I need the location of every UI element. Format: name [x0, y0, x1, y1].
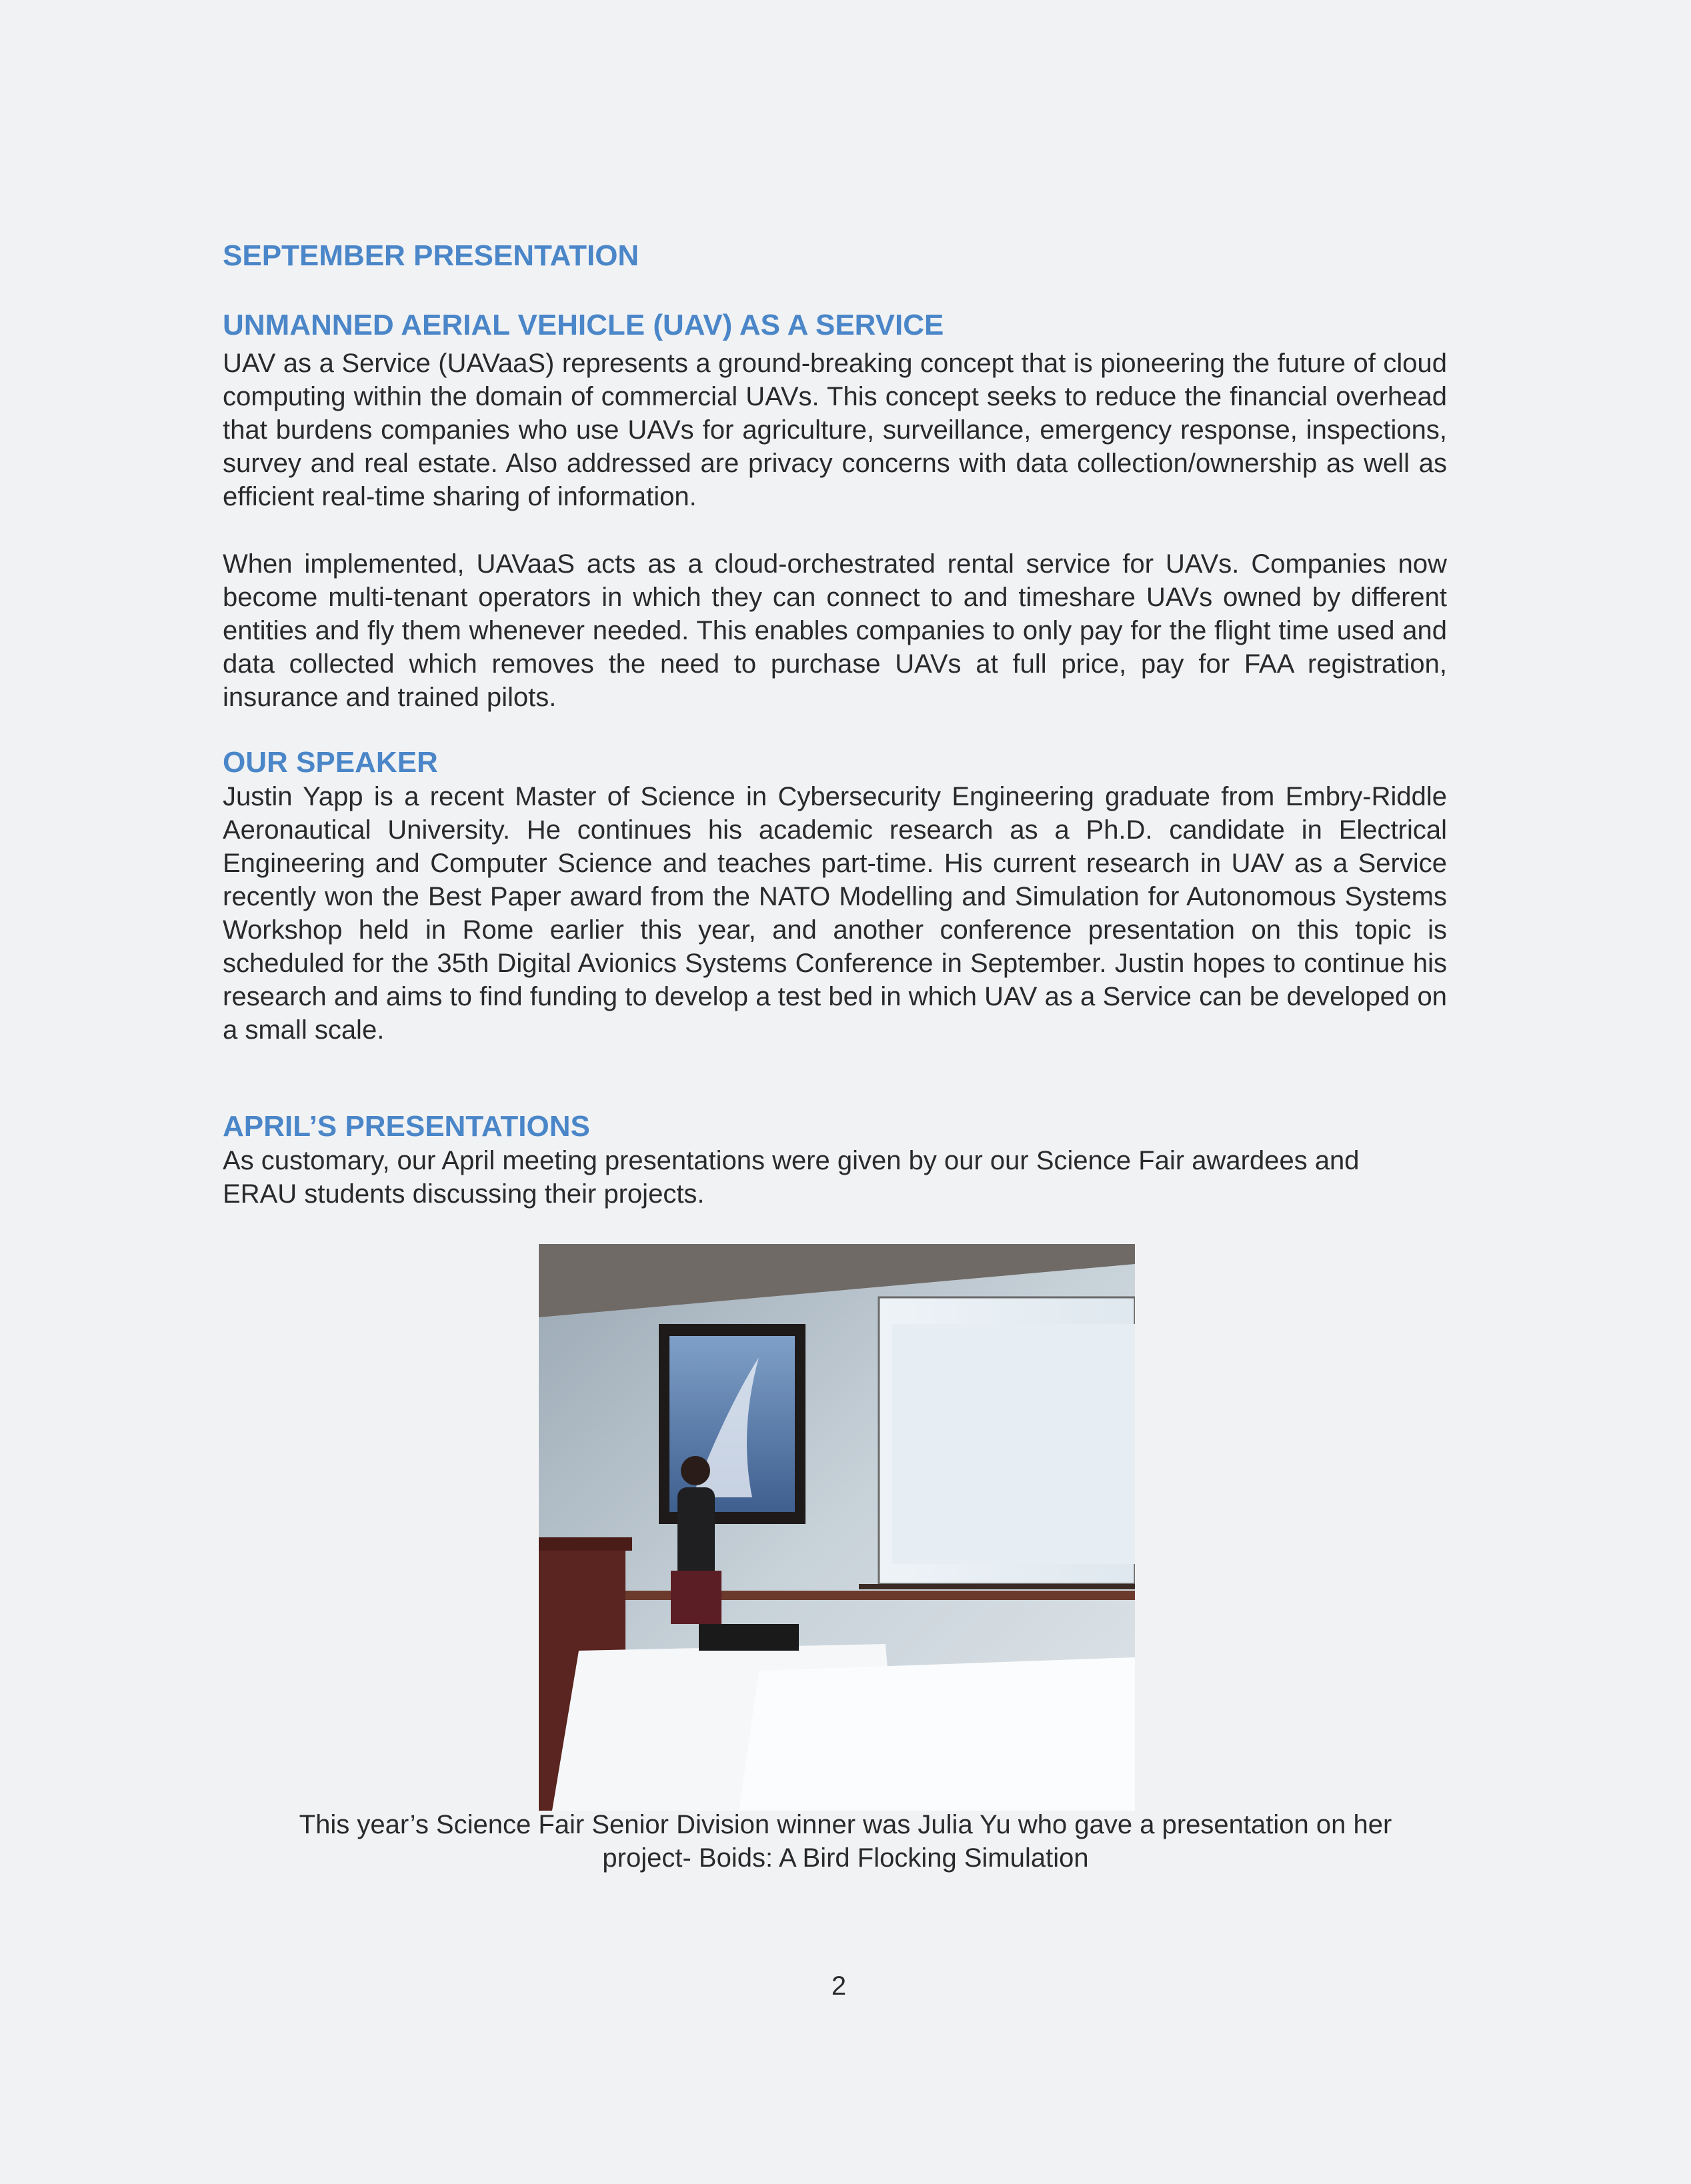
page-number: 2 [831, 1971, 847, 2001]
speaker-paragraph: Justin Yapp is a recent Master of Science in Cybersecurity Engineering graduate from Embry-Riddle Aeronautical University. He continues his academic research as a Ph.D. candidate in Electrical Engineering and Computer Science and teaches part-time. His current research in UAV as a Service recently won the Best Paper award from the NATO Modelling and Simulation for Autonomous Systems Workshop held in Rome earlier this year, and another conference presentation on this topic is scheduled for the 35th Digital Avionics Systems Conference in September. Justin hopes to continue his research and aims to find funding to develop a test bed in which UAV as a Service can be developed on a small scale. [223, 782, 1447, 1045]
april-paragraph: As customary, our April meeting presentations were given by our our Science Fair awardees and ERAU students discussing their projects. [223, 1146, 1360, 1209]
april-heading: APRIL’S PRESENTATIONS [223, 1110, 590, 1143]
uav-paragraph-2: When implemented, UAVaaS acts as a cloud-orchestrated rental service for UAVs. Companies now become multi-tenant operators in which they can connect to and timeshare UAVs owned by different entities and fly them whenever needed. This enables companies to only pay for the flight time used and data collected which removes the need to purchase UAVs at full price, pay for FAA registration, insurance and trained pilots. [223, 549, 1447, 712]
caption-line-2: project- Boids: A Bird Flocking Simulation [602, 1843, 1089, 1873]
september-heading: SEPTEMBER PRESENTATION [223, 239, 639, 272]
speaker-heading-our: OUR [223, 746, 296, 779]
caption-line-1: This year’s Science Fair Senior Division winner was Julia Yu who gave a presentation on her [299, 1810, 1392, 1839]
uav-paragraph-1: UAV as a Service (UAVaaS) represents a ground-breaking concept that is pioneering the future of cloud computing within the domain of commercial UAVs. This concept seeks to reduce the financial overhead that burdens companies who use UAVs for agriculture, surveillance, emergency response, inspections, survey and real estate. Also addressed are privacy concerns with data collection/ownership as well as efficient real-time sharing of information. [223, 349, 1447, 511]
photo-caption [227, 1808, 1464, 1875]
speaker-heading-speaker: SPEAKER [296, 746, 438, 779]
presentation-photo [539, 1244, 1135, 1811]
speaker-heading [223, 745, 438, 780]
uav-heading: UNMANNED AERIAL VEHICLE (UAV) AS A SERVICE [223, 309, 944, 341]
